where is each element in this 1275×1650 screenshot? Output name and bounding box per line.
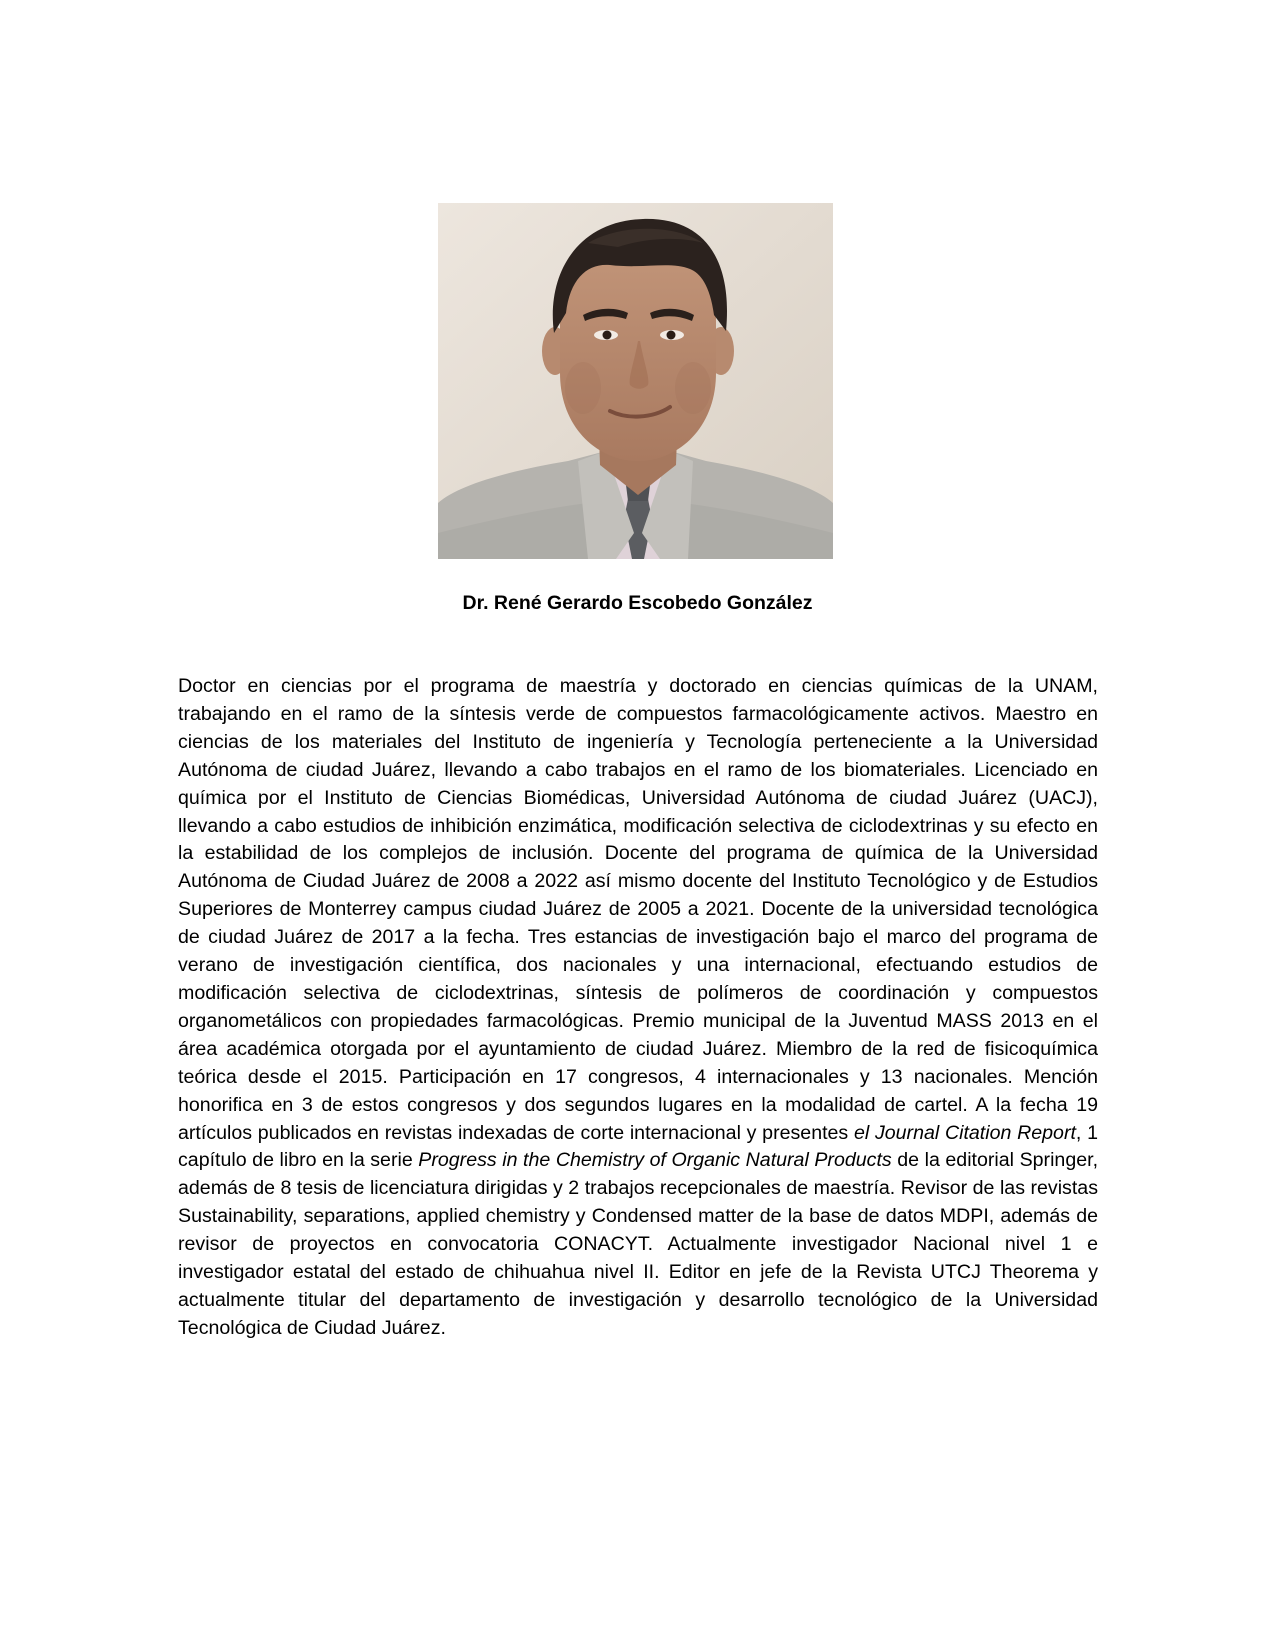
bio-text-part-2: , 1 capítulo de libro en la serie (178, 1121, 1098, 1172)
biography-paragraph (178, 673, 1098, 1343)
portrait-photo (438, 203, 833, 559)
bio-text-part-3: de la editorial Springer, además de 8 tesis de licenciatura dirigidas y 2 trabajos recepcionales de maestría. Revisor de las revistas Sustainability, separations, applied chemistry y Condensed matter de la base de datos MDPI, además de revisor de proyectos en convocatoria CONACYT. Actualmente investigador Nacional nivel 1 e investigador estatal del estado de chihuahua nivel II. Editor en jefe de la Revista UTCJ Theorema y actualmente titular del departamento de investigación y desarrollo tecnológico de la Universidad Tecnológica de Ciudad Juárez. (178, 1149, 1099, 1339)
bio-text-part-1: Doctor en ciencias por el programa de maestría y doctorado en ciencias químicas de la UNAM, trabajando en el ramo de la síntesis verde de compuestos farmacológicamente activos. Maestro en ciencias de los materiales del Instituto de ingeniería y Tecnología perteneciente a la Universidad Autónoma de ciudad Juárez, llevando a cabo trabajos en el ramo de los biomateriales. Licenciado en química por el Instituto de Ciencias Biomédicas, Universidad Autónoma de ciudad Juárez (UACJ), llevando a cabo estudios de inhibición enzimática, modificación selectiva de ciclodextrinas y su efecto en la estabilidad de los complejos de inclusión. Docente del programa de química de la Universidad Autónoma de Ciudad Juárez de 2008 a 2022 así mismo docente del Instituto Tecnológico y de Estudios Superiores de Monterrey campus ciudad Juárez de 2005 a 2021. Docente de la universidad tecnológica de ciudad Juárez de 2017 a la fecha. Tres estancias de investigación bajo el marco del programa de verano de investigación científica, dos nacionales y una internacional, efectuando estudios de modificación selectiva de ciclodextrinas, síntesis de polímeros de coordinación y compuestos organometálicos con propiedades farmacológicas. Premio municipal de la Juventud MASS 2013 en el área académica otorgada por el ayuntamiento de ciudad Juárez. Miembro de la red de fisicoquímica teórica desde el 2015. Participación en 17 congresos, 4 internacionales y 13 nacionales. Mención honorifica en 3 de estos congresos y dos segundos lugares en la modalidad de cartel. A la fecha 19 artículos publicados en revistas indexadas de corte internacional y presentes (178, 675, 1098, 1144)
bio-italic-book-series: Progress in the Chemistry of Organic Natural Products (418, 1149, 892, 1172)
person-name: Dr. René Gerardo Escobedo González (462, 592, 813, 614)
bio-italic-journal: el Journal Citation Report (853, 1121, 1076, 1144)
